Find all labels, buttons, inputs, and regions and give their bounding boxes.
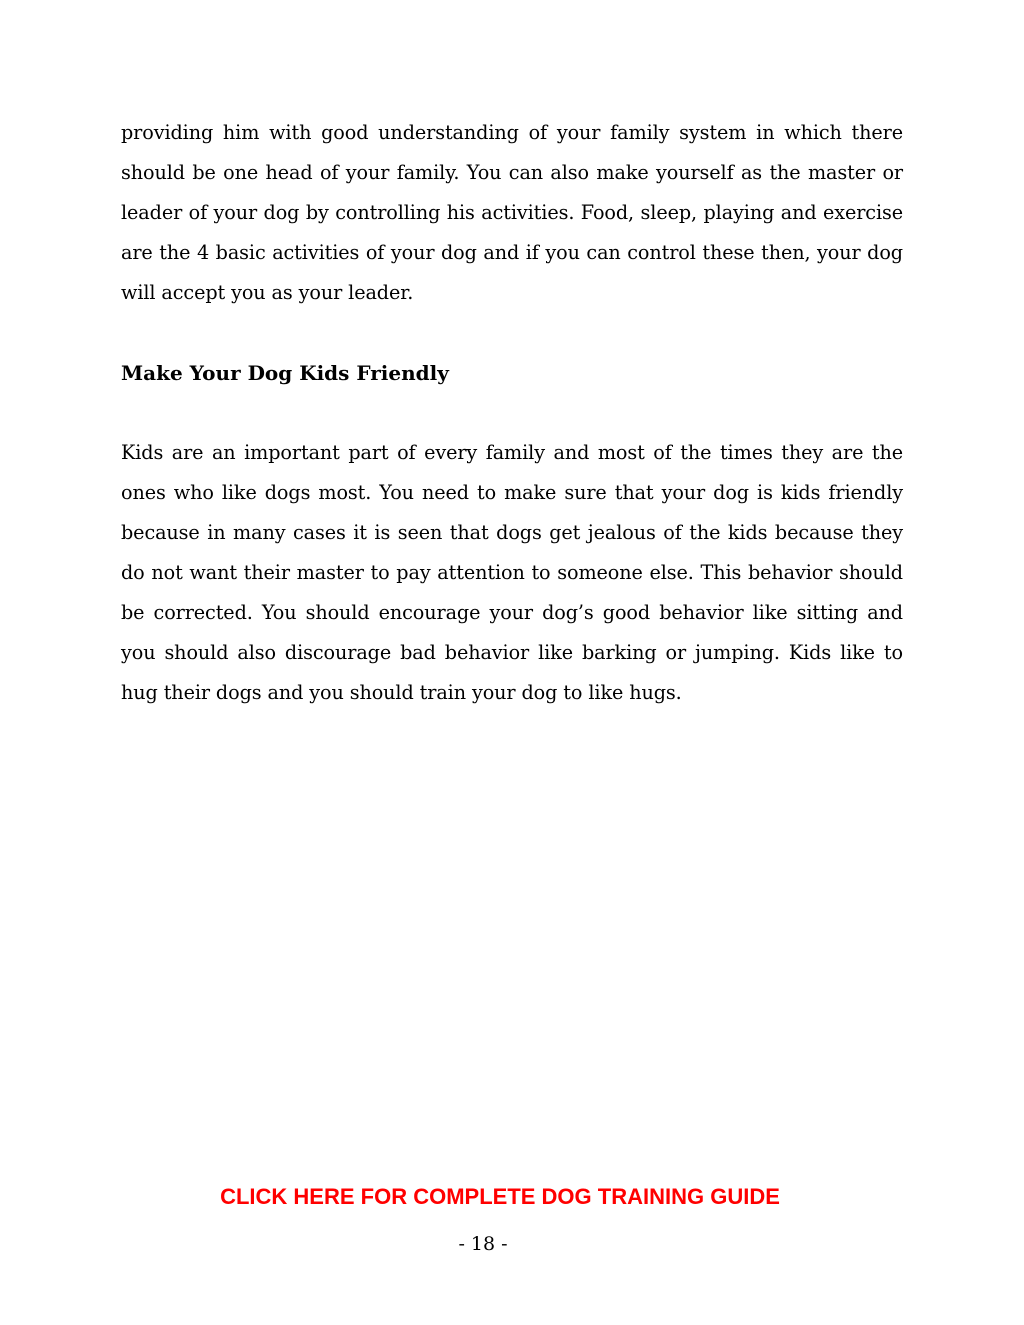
page-number: - 18 - [458, 1233, 508, 1255]
body-paragraph-leadership: providing him with good understanding of your family system in which there should be one head of your family. You can also make yourself as the master or leader of your dog by controlling his activities. Food, sleep, playing and exercise are the 4 basic activities of your dog and if you can control these then, your dog will accept you as your leader. [121, 121, 903, 304]
section-heading: Make Your Dog Kids Friendly [121, 361, 449, 385]
body-paragraph-kids-friendly: Kids are an important part of every family and most of the times they are the ones who like dogs most. You need to make sure that your dog is kids friendly because in many cases it is seen that dogs get jealous of the kids because they do not want their master to pay attention to someone else. This behavior should be corrected. You should encourage your dog’s good behavior like sitting and you should also discourage bad behavior like barking or jumping. Kids like to hug their dogs and you should train your dog to like hugs. [121, 441, 903, 704]
training-guide-link[interactable]: CLICK HERE FOR COMPLETE DOG TRAINING GUIDE [220, 1184, 780, 1209]
